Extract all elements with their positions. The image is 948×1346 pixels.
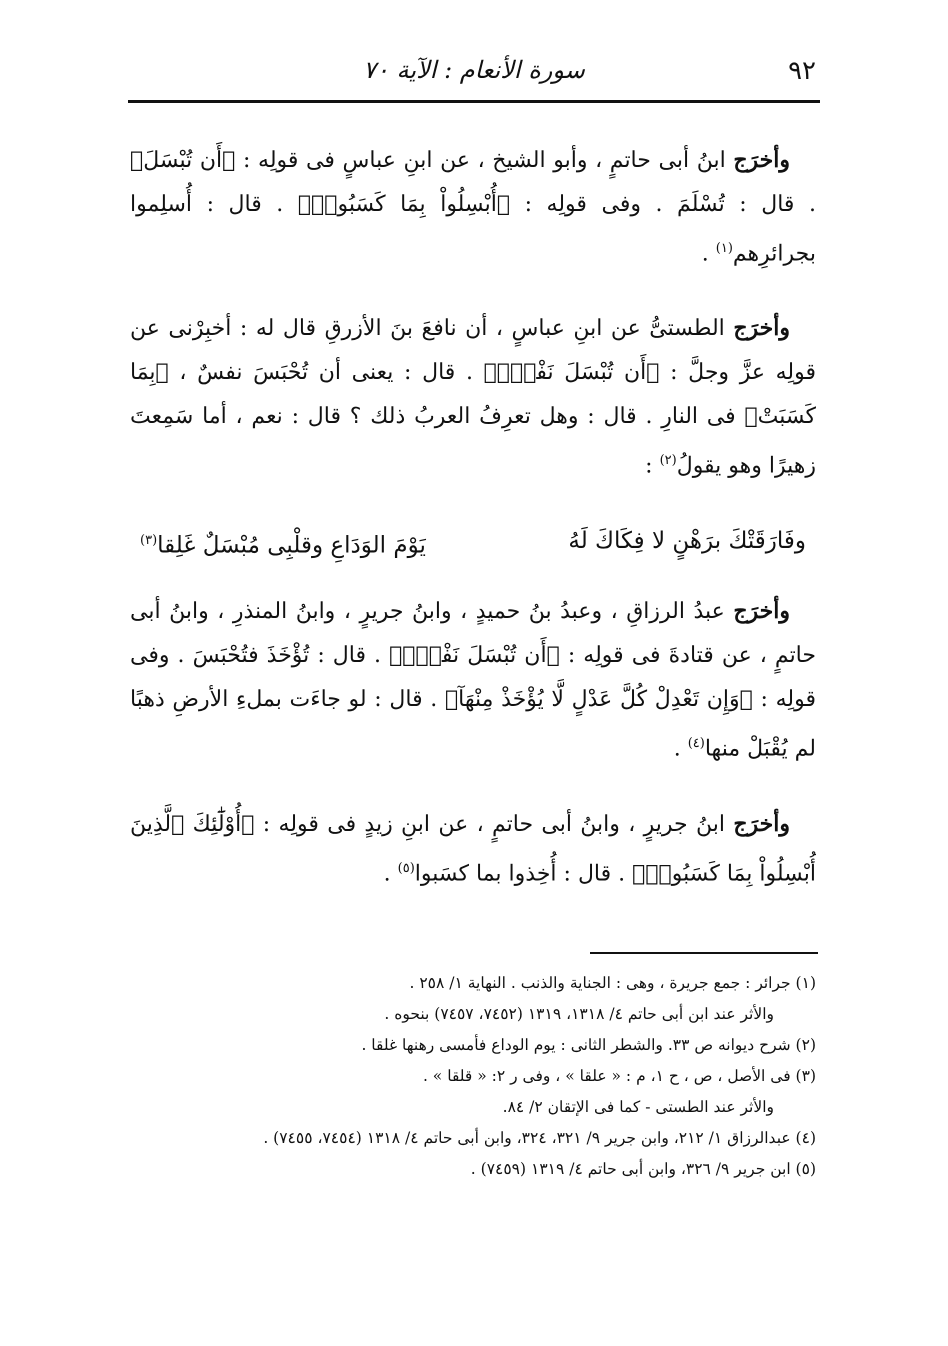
footnote-2: (٢) شرح ديوانه ص ٣٣. والشطر الثانى : يوم الوداع فأمسى رهنها غلقا . <box>361 1036 816 1054</box>
poetry-verse <box>130 519 816 568</box>
footnote-1-continuation: والأثر عند ابن أبى حاتم ٤/ ١٣١٨، ١٣١٩ (٧٤٥٢، ٧٤٥٧) بنحوه . <box>384 1005 774 1023</box>
paragraph-end: . <box>701 241 716 267</box>
footnote-rule <box>590 952 818 954</box>
paragraph-lead: وأخرَج <box>733 315 790 342</box>
paragraph-lead: وأخرَج <box>733 147 790 173</box>
running-title: سورة الأنعام : الآية ٧٠ <box>363 56 585 84</box>
paragraph-lead: وأخرَج <box>733 810 790 837</box>
footnote-3-continuation: والأثر عند الطستى - كما فى الإتقان ٢/ ٨٤. <box>502 1098 774 1116</box>
footnote-3: (٣) فى الأصل ، ص ، ح ١، م : « علقا » ، وفى ر ٢: « قلقا » . <box>422 1067 816 1085</box>
paragraph-text: عبدُ الرزاقِ ، وعبدُ بنُ حميدٍ ، وابنُ جريرٍ ، وابنُ المنذرِ ، وابنُ أبى حاتمٍ ، عن قتادةَ فى قولِه : ﴿أَن تُبْسَلَ نَفْسُۢ﴾ . قال : تُؤْخَذَ فتُحْبَسَ . وفى قولِه : ﴿وَإِن تَعْدِلْ كُلَّ عَدْلٍ لَّا يُؤْخَذْ مِنْهَآ﴾ . قال : لو جاءَت بملءِ الأرضِ ذهبًا لم يُقْبَلْ منها <box>130 599 816 762</box>
paragraph-text: ابنُ جريرٍ ، وابنُ أبى حاتمٍ ، عن ابنِ زيدٍ فى قولِه : ﴿أُوْلَٰٓئِكَ ٱلَّذِينَ أُبْسِلُواْ بِمَا كَسَبُوا۟﴾ . قال : أُخِذوا بما كسَبوا <box>130 811 816 886</box>
paragraph-4 <box>130 802 816 896</box>
paragraph-text: ابنُ أبى حاتمٍ ، وأبو الشيخ ، عن ابنِ عباسٍ فى قولِه : ﴿أَن تُبْسَلَ﴾ . قال : تُسْلَمَ . وفى قولِه : ﴿أُبْسِلُواْ بِمَا كَسَبُوا۟﴾ . قال : أُسلِموا بجرائرِهم <box>130 148 816 267</box>
footnotes <box>130 968 816 1185</box>
main-text <box>130 138 816 926</box>
footnote-mark: (١) <box>715 241 733 256</box>
verse-first-hemistich: وفَارَقَتْكَ برَهْنٍ لا فِكَاكَ لَهُ <box>568 527 806 554</box>
footnote-5: (٥) ابن جرير ٩/ ٣٢٦، وابن أبى حاتم ٤/ ١٣١٩ (٧٤٥٩) . <box>470 1160 816 1178</box>
paragraph-end: . <box>673 736 688 762</box>
page-header <box>128 52 820 98</box>
footnote-mark: (٥) <box>397 860 415 876</box>
paragraph-1 <box>130 138 816 276</box>
paragraph-3 <box>130 589 816 771</box>
footnote-mark: (٤) <box>687 736 705 752</box>
paragraph-text: الطستىُّ عن ابنِ عباسٍ ، أن نافعَ بنَ الأزرقِ قال له : أخبِرْنى عن قولِه عزَّ وجلَّ : ﴿أَن تُبْسَلَ نَفْسُۢ﴾ . قال : يعنى أن تُحْبَسَ نفسٌ ، ﴿بِمَا كَسَبَتْ﴾ فى النارِ . قال : وهل تعرِفُ العربُ ذلك ؟ قال : نعم ، أما سَمِعتَ زهيرًا وهو يقولُ <box>130 316 816 479</box>
footnote-4: (٤) عبدالرزاق ١/ ٢١٢، وابن جرير ٩/ ٣٢١، ٣٢٤، وابن أبى حاتم ٤/ ١٣١٨ (٧٤٥٤، ٧٤٥٥) . <box>263 1129 816 1147</box>
verse-second-text: يَوْمَ الوَدَاعِ وقلْبِى مُبْسَلٌ غَلِقا <box>157 532 426 559</box>
paragraph-end: . <box>383 860 398 886</box>
verse-second-hemistich <box>140 519 426 568</box>
page-number: ٩٢ <box>788 56 816 86</box>
paragraph-end: : <box>645 453 660 479</box>
footnote-mark: (٣) <box>140 532 158 548</box>
footnote-mark: (٢) <box>659 453 677 469</box>
footnote-1: (١) جرائر : جمع جريرة ، وهى : الجناية والذنب . النهاية ١/ ٢٥٨ . <box>409 974 816 992</box>
header-rule <box>128 100 820 103</box>
paragraph-lead: وأخرَج <box>733 598 790 625</box>
paragraph-2 <box>130 306 816 488</box>
